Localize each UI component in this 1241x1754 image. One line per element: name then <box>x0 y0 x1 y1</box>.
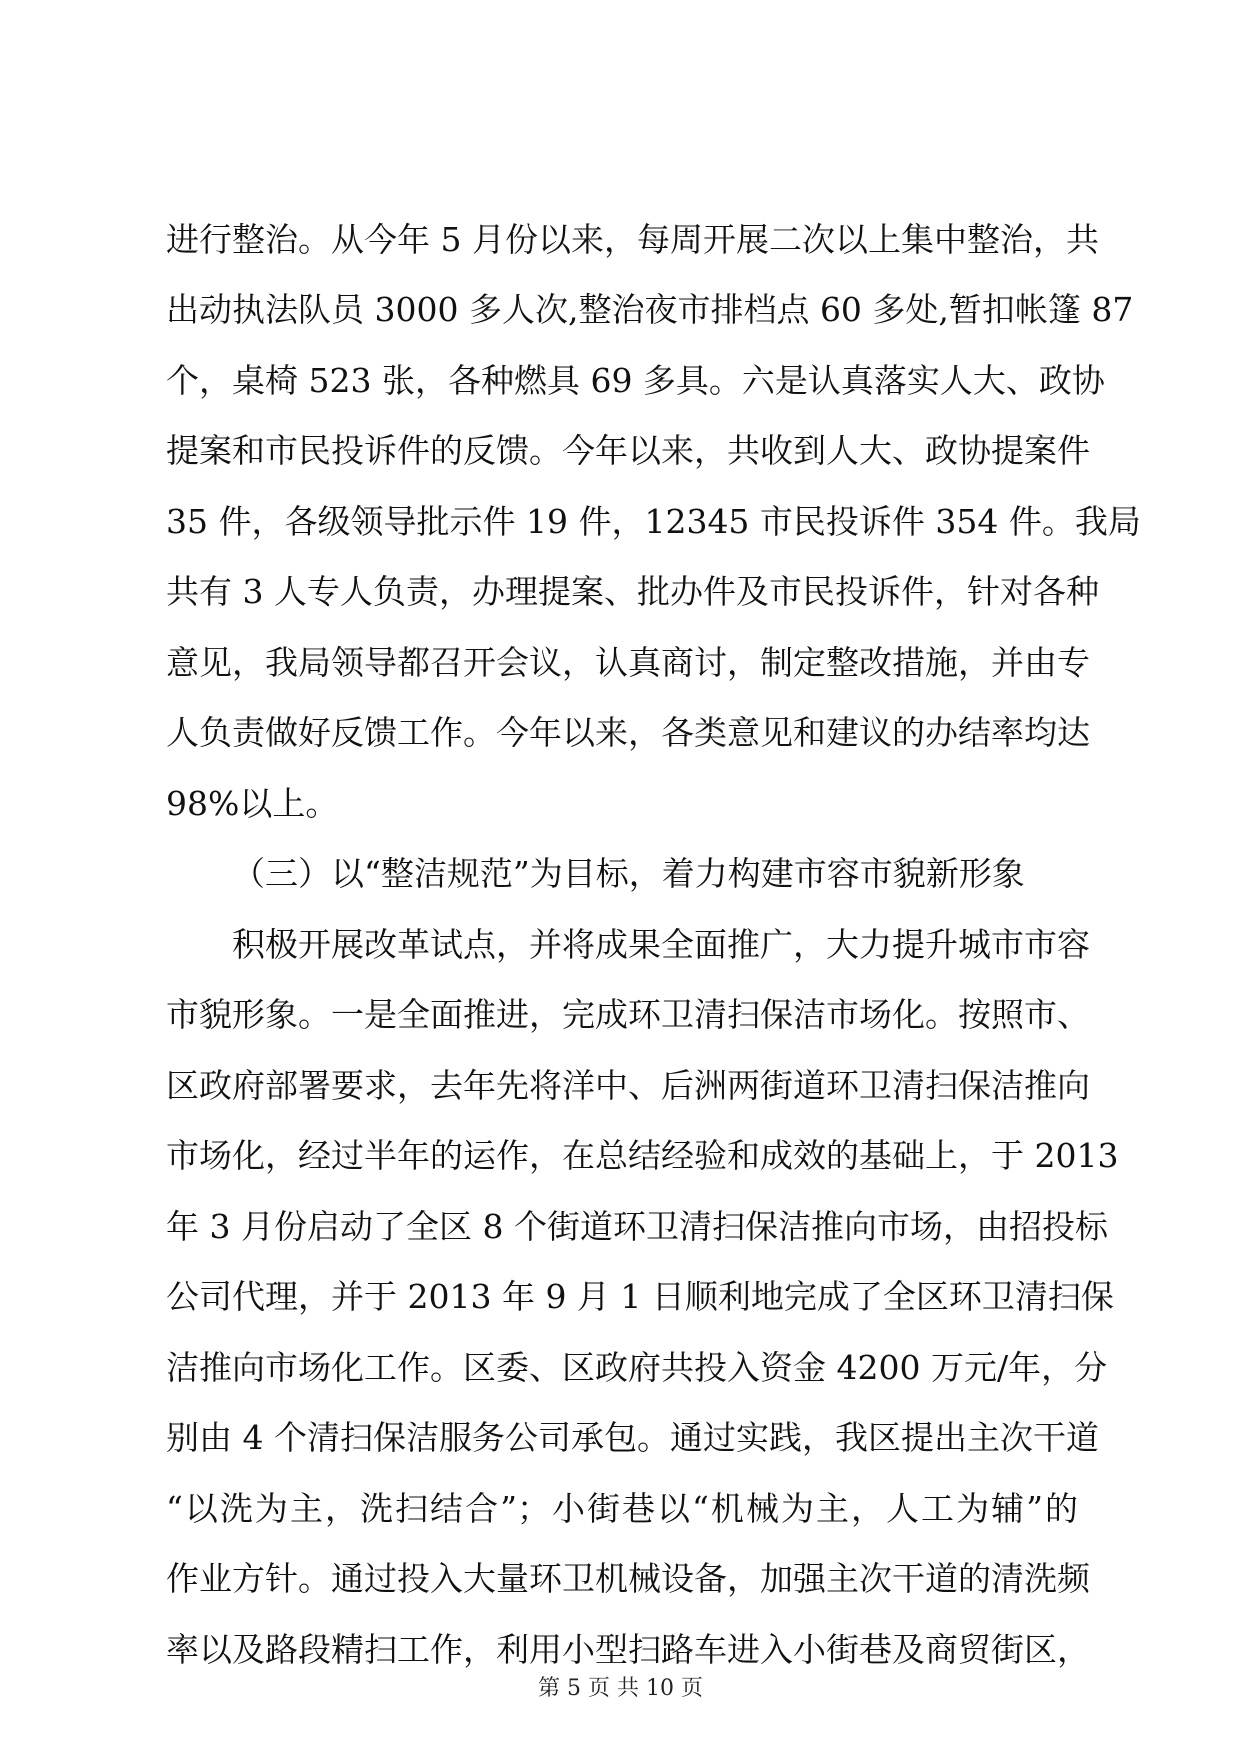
body-line-18: 别由 4 个清扫保洁服务公司承包。通过实践，我区提出主次干道 <box>166 1418 1099 1457</box>
section-heading: （三）以“整洁规范”为目标，着力构建市容市貌新形象 <box>232 854 1025 893</box>
body-line-7: 意见，我局领导都召开会议，认真商讨，制定整改措施，并由专 <box>166 643 1090 682</box>
body-line-14: 市场化，经过半年的运作，在总结经验和成效的基础上，于 2013 <box>166 1136 1119 1175</box>
body-line-11: 积极开展改革试点，并将成果全面推广，大力提升城市市容 <box>232 925 1090 964</box>
body-line-4: 提案和市民投诉件的反馈。今年以来，共收到人大、政协提案件 <box>166 431 1090 470</box>
body-line-8: 人负责做好反馈工作。今年以来，各类意见和建议的办结率均达 <box>166 713 1090 752</box>
body-line-21: 率以及路段精扫工作，利用小型扫路车进入小街巷及商贸街区， <box>166 1630 1090 1669</box>
body-line-20: 作业方针。通过投入大量环卫机械设备，加强主次干道的清洗频 <box>166 1559 1090 1598</box>
body-line-17: 洁推向市场化工作。区委、区政府共投入资金 4200 万元/年，分 <box>166 1348 1108 1387</box>
body-line-2: 出动执法队员 3000 多人次,整治夜市排档点 60 多处,暂扣帐篷 87 <box>166 290 1134 329</box>
page-footer: 第 5 页 共 10 页 <box>538 1676 703 1701</box>
body-line-5: 35 件，各级领导批示件 19 件，12345 市民投诉件 354 件。我局 <box>166 502 1141 541</box>
body-line-16: 公司代理，并于 2013 年 9 月 1 日顺利地完成了全区环卫清扫保 <box>166 1277 1114 1316</box>
body-line-15: 年 3 月份启动了全区 8 个街道环卫清扫保洁推向市场，由招投标 <box>166 1207 1108 1246</box>
body-line-6: 共有 3 人专人负责，办理提案、批办件及市民投诉件，针对各种 <box>166 572 1099 611</box>
body-line-3: 个，桌椅 523 张，各种燃具 69 多具。六是认真落实人大、政协 <box>166 361 1105 400</box>
body-line-1: 进行整治。从今年 5 月份以来，每周开展二次以上集中整治，共 <box>166 220 1099 259</box>
body-line-19: “以洗为主，洗扫结合”；小街巷以“机械为主，人工为辅”的 <box>166 1489 1078 1528</box>
body-line-13: 区政府部署要求，去年先将洋中、后洲两街道环卫清扫保洁推向 <box>166 1066 1090 1105</box>
body-line-9: 98%以上。 <box>166 784 339 823</box>
body-line-12: 市貌形象。一是全面推进，完成环卫清扫保洁市场化。按照市、 <box>166 995 1090 1034</box>
